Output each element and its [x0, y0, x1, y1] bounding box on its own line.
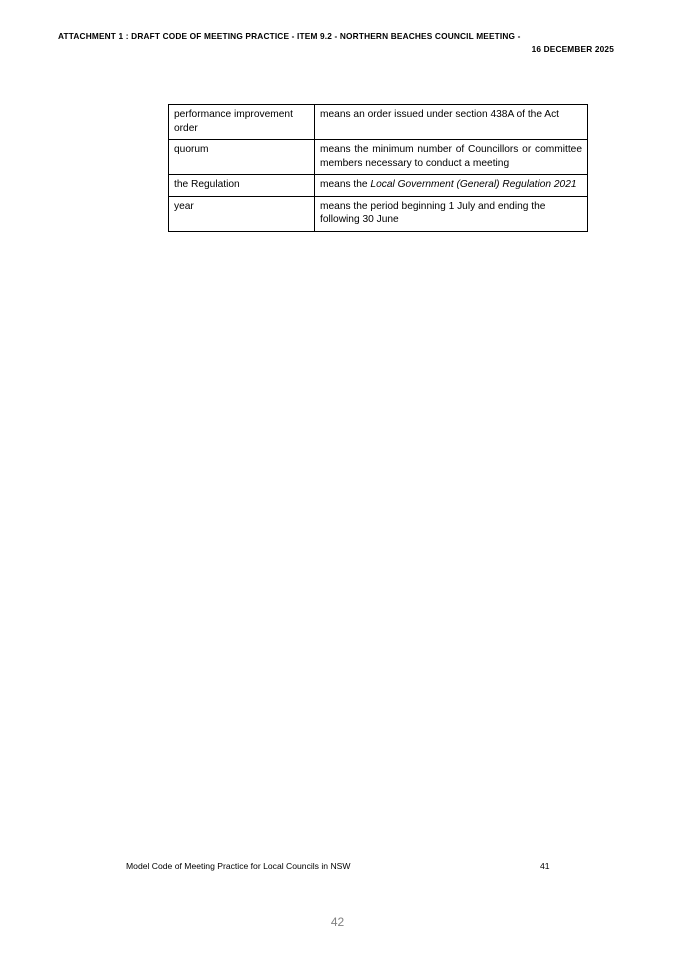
- definition-meaning: [315, 175, 588, 197]
- definition-term: year: [169, 196, 315, 231]
- table-row: [169, 105, 588, 140]
- table-row: [169, 196, 588, 231]
- definition-term: quorum: [169, 140, 315, 175]
- table-row: [169, 175, 588, 197]
- viewer-page-number: 42: [330, 915, 345, 929]
- page-footer: [0, 835, 675, 955]
- attachment-header: [58, 30, 614, 56]
- definition-meaning: means the period beginning 1 July and ending the following 30 June: [315, 196, 588, 231]
- attachment-header-line-2: 16 DECEMBER 2025: [531, 43, 614, 54]
- definition-meaning-citation: Local Government (General) Regulation 2021: [370, 179, 577, 191]
- definition-meaning: means the minimum number of Councillors or committee members necessary to conduct a meeting: [315, 140, 588, 175]
- attachment-header-line-1: ATTACHMENT 1 : DRAFT CODE OF MEETING PRACTICE - ITEM 9.2 - NORTHERN BEACHES COUNCIL MEETING -: [58, 31, 521, 41]
- definition-meaning: means an order issued under section 438A of the Act: [315, 105, 588, 140]
- footer-page-number: 41: [540, 861, 550, 871]
- footer-document-title: Model Code of Meeting Practice for Local Councils in NSW: [126, 861, 351, 871]
- definition-term: performance improvement order: [169, 105, 315, 140]
- definition-meaning-prefix: means the: [320, 179, 371, 191]
- table-row: [169, 140, 588, 175]
- definition-term: the Regulation: [169, 175, 315, 197]
- definitions-table: [168, 104, 588, 232]
